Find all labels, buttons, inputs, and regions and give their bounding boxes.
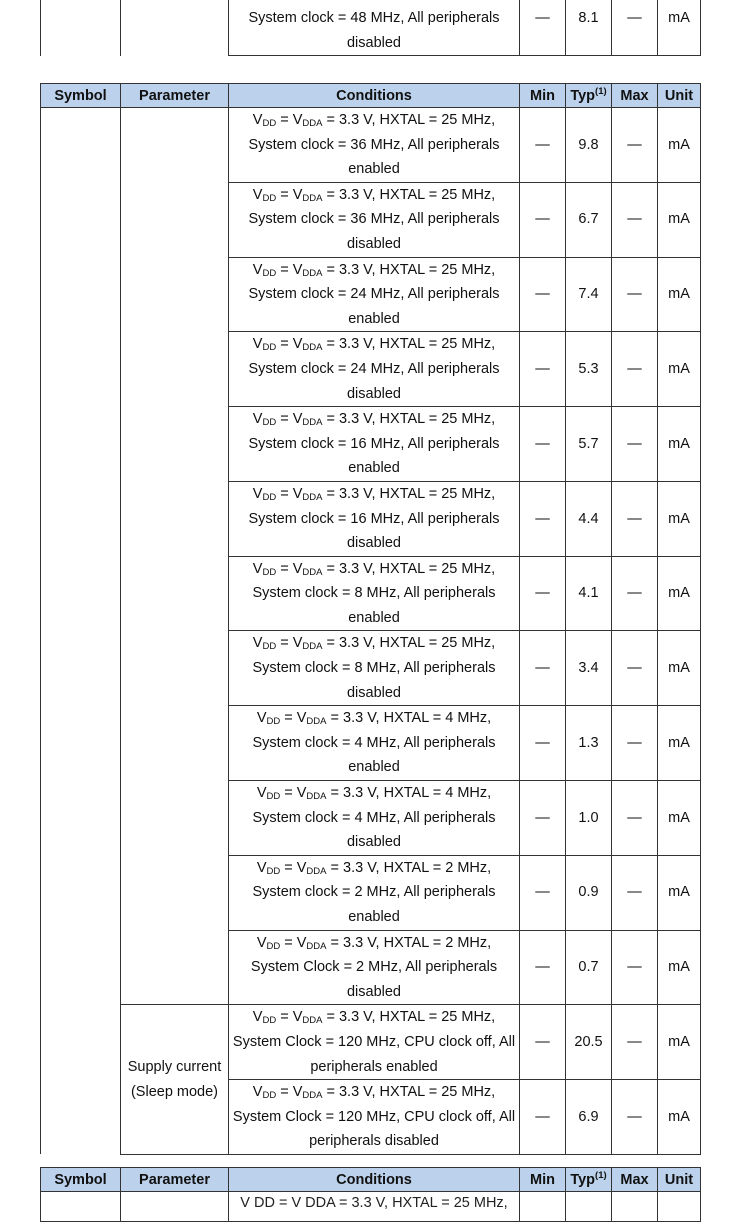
unit-cell: mA [658,182,701,257]
vdd-subscript: DD [262,1015,277,1027]
table-header-row [41,1168,701,1192]
unit-cell: mA [658,855,701,930]
header-conditions: Conditions [229,1168,520,1192]
condition-line-1 [229,856,519,881]
max-cell: — [612,930,658,1005]
vdda-subscript: DDA [302,641,323,653]
header-parameter: Parameter [121,1168,229,1192]
typ-cell: 8.1 [566,0,612,56]
max-cell: — [612,0,658,56]
condition-rest: = 3.3 V, HXTAL = 25 MHz, [322,261,496,278]
table-header-row [41,84,701,108]
condition-line-1 [229,258,519,283]
unit-cell: mA [658,706,701,781]
conditions-cell [229,706,520,781]
vdd-subscript: DD [266,940,281,952]
condition-line-3: disabled [346,834,401,851]
conditions-cell [229,556,520,631]
header-typ [566,84,612,108]
vdd-subscript: DD [262,417,277,429]
symbol-cell [41,108,121,1155]
vdd-subscript: DD [262,491,277,503]
condition-line-2: System clock = 48 MHz, All peripherals [248,10,500,26]
condition-rest: = 3.3 V, HXTAL = 25 MHz, [322,112,496,128]
vdda-symbol: = V [276,635,303,652]
vdd-symbol: V [252,112,263,128]
condition-line-3: enabled [348,310,400,327]
vdda-subscript: DDA [302,566,323,578]
typ-cell: 6.9 [566,1080,612,1155]
condition-line-2: System clock = 8 MHz, All peripherals [252,660,496,677]
vdd-symbol: V [252,186,263,203]
typ-cell: 1.3 [566,706,612,781]
header-parameter: Parameter [121,84,229,108]
header-max: Max [612,84,658,108]
conditions-cell [229,481,520,556]
vdda-subscript: DDA [302,118,323,129]
header-typ [566,1168,612,1192]
header-typ-label: Typ [570,1171,596,1188]
max-cell: — [612,108,658,183]
max-cell: — [612,407,658,482]
table-top-partial [40,0,701,56]
min-cell: — [520,481,566,556]
condition-rest: = 3.3 V, HXTAL = 25 MHz, [322,411,496,428]
unit-cell: mA [658,631,701,706]
condition-line-3: enabled [348,609,400,626]
vdd-symbol: V [252,1009,263,1026]
vdda-symbol: = V [276,261,303,278]
vdda-symbol: = V [280,710,307,727]
max-cell: — [612,257,658,332]
condition-line-2: System clock = 24 MHz, All peripherals [248,286,500,303]
typ-cell: 4.1 [566,556,612,631]
unit-cell: mA [658,0,701,56]
vdda-symbol: = V [276,560,303,577]
condition-line-1 [229,1005,519,1030]
condition-line-3: disabled [346,684,401,701]
min-cell: — [520,182,566,257]
header-unit: Unit [658,1168,701,1192]
vdd-symbol: V [252,635,263,652]
vdda-subscript: DDA [302,267,323,279]
vdd-symbol: V [252,336,263,353]
table-row [41,108,701,183]
header-typ-label: Typ [570,87,596,104]
condition-line-2: System clock = 36 MHz, All peripherals [248,136,500,153]
condition-line-2: System clock = 16 MHz, All peripherals [248,435,500,452]
unit-cell: mA [658,257,701,332]
vdda-symbol: = V [280,859,307,876]
min-cell: — [520,108,566,183]
vdda-subscript: DDA [302,342,323,354]
condition-line-1 [229,108,519,133]
header-conditions: Conditions [229,84,520,108]
max-cell: — [612,631,658,706]
vdd-symbol: V [256,934,267,951]
vdd-subscript: DD [262,118,277,129]
condition-rest: = 3.3 V, HXTAL = 25 MHz, [322,560,496,577]
condition-rest: = 3.3 V, HXTAL = 25 MHz, [322,1009,496,1026]
header-max: Max [612,1168,658,1192]
condition-line-1 [229,407,519,432]
condition-line-2: System clock = 4 MHz, All peripherals [252,809,496,826]
condition-line-1 [229,1080,519,1105]
conditions-cell [229,182,520,257]
condition-rest: = 3.3 V, HXTAL = 2 MHz, [326,859,492,876]
vdda-subscript: DDA [302,1015,323,1027]
condition-rest: = 3.3 V, HXTAL = 2 MHz, [326,934,492,951]
condition-line-1 [229,332,519,357]
min-cell: — [520,855,566,930]
condition-line-3: disabled [346,535,401,552]
conditions-cell [229,407,520,482]
condition-line-2: System Clock = 120 MHz, CPU clock off, All [232,1108,516,1125]
typ-cell: 7.4 [566,257,612,332]
vdda-symbol: = V [276,1084,303,1101]
vdda-subscript: DDA [306,791,327,803]
condition-line-1 [229,183,519,208]
unit-cell: mA [658,1005,701,1080]
unit-cell: mA [658,930,701,1005]
condition-rest: = 3.3 V, HXTAL = 25 MHz, [322,485,496,502]
header-typ-footnote: (1) [595,1169,607,1181]
conditions-cell [229,781,520,856]
condition-line-3: peripherals disabled [309,1133,439,1150]
vdd-symbol: V [252,411,263,428]
condition-rest: = 3.3 V, HXTAL = 25 MHz, [322,1084,496,1101]
condition-line-1 [229,931,519,956]
min-cell: — [520,407,566,482]
min-cell: — [520,1080,566,1155]
unit-cell: mA [658,781,701,856]
vdda-symbol: = V [276,411,303,428]
min-cell: — [520,930,566,1005]
typ-cell: 5.3 [566,332,612,407]
conditions-cell [229,332,520,407]
typ-cell: 5.7 [566,407,612,482]
condition-line-2: System clock = 4 MHz, All peripherals [252,734,496,751]
table-main [40,83,701,1155]
condition-line-3: enabled [348,460,400,477]
unit-cell: mA [658,481,701,556]
conditions-cell [229,0,520,56]
condition-line-1 [229,706,519,731]
min-cell: — [520,0,566,56]
sleep-parameter-cell [121,1005,229,1155]
condition-line-3: disabled [346,385,401,402]
vdda-symbol: = V [276,1009,303,1026]
unit-cell: mA [658,108,701,183]
vdd-subscript: DD [266,791,281,803]
min-cell: — [520,257,566,332]
vdd-subscript: DD [262,1090,277,1102]
condition-line-3: enabled [348,909,400,925]
condition-line-1: V DD = V DDA = 3.3 V, HXTAL = 25 MHz, [240,1195,508,1211]
conditions-cell [229,108,520,183]
header-typ-footnote: (1) [595,85,607,97]
unit-cell: mA [658,556,701,631]
header-min: Min [520,1168,566,1192]
header-symbol: Symbol [41,84,121,108]
header-symbol: Symbol [41,1168,121,1192]
condition-line-2: System clock = 8 MHz, All peripherals [252,585,496,602]
condition-line-3: enabled [348,161,400,178]
table-row [41,1005,701,1080]
max-cell: — [612,1080,658,1155]
vdda-subscript: DDA [302,417,323,429]
max-cell: — [612,855,658,930]
vdd-symbol: V [252,1084,263,1101]
typ-cell: 0.7 [566,930,612,1005]
vdd-symbol: V [256,859,267,876]
vdd-subscript: DD [262,192,277,204]
max-cell: — [612,706,658,781]
vdd-subscript: DD [262,342,277,354]
vdd-symbol: V [252,560,263,577]
header-min: Min [520,84,566,108]
min-cell: — [520,332,566,407]
condition-rest: = 3.3 V, HXTAL = 4 MHz, [326,710,492,727]
vdd-subscript: DD [266,716,281,728]
condition-line-2: System clock = 2 MHz, All peripherals [252,884,496,901]
conditions-cell [229,1005,520,1080]
typ-cell: 6.7 [566,182,612,257]
typ-cell: 3.4 [566,631,612,706]
typ-cell: 20.5 [566,1005,612,1080]
max-cell: — [612,182,658,257]
condition-line-1 [229,557,519,582]
sleep-parameter-line-2: (Sleep mode) [130,1083,219,1100]
condition-rest: = 3.3 V, HXTAL = 25 MHz, [322,186,496,203]
sleep-parameter-line-1: Supply current [127,1059,222,1076]
condition-line-3: peripherals enabled [310,1058,438,1075]
table-bottom-partial [40,1167,701,1222]
min-cell: — [520,1005,566,1080]
condition-line-1 [229,482,519,507]
symbol-cell [41,0,121,56]
condition-line-2: System Clock = 2 MHz, All peripherals [250,959,498,976]
condition-rest: = 3.3 V, HXTAL = 25 MHz, [322,336,496,353]
vdda-subscript: DDA [302,192,323,204]
parameter-cell [121,0,229,56]
min-cell: — [520,556,566,631]
condition-line-2: System clock = 16 MHz, All peripherals [248,510,500,527]
vdd-symbol: V [252,485,263,502]
vdda-subscript: DDA [302,491,323,503]
vdda-symbol: = V [280,934,307,951]
typ-cell: 4.4 [566,481,612,556]
typ-cell: 0.9 [566,855,612,930]
condition-line-2: System clock = 36 MHz, All peripherals [248,211,500,228]
parameter-cell [121,108,229,1005]
vdda-subscript: DDA [306,940,327,952]
table-row [41,0,701,56]
vdd-symbol: V [256,785,267,802]
unit-cell: mA [658,407,701,482]
condition-line-1 [229,781,519,806]
condition-rest: = 3.3 V, HXTAL = 25 MHz, [322,635,496,652]
table-body [41,108,701,1155]
header-unit: Unit [658,84,701,108]
condition-line-2: System Clock = 120 MHz, CPU clock off, All [232,1033,516,1050]
conditions-cell [229,257,520,332]
vdda-symbol: = V [276,336,303,353]
conditions-cell [229,631,520,706]
vdd-subscript: DD [266,865,281,877]
min-cell: — [520,631,566,706]
condition-line-3: disabled [346,983,401,1000]
vdda-subscript: DDA [302,1090,323,1102]
typ-cell: 1.0 [566,781,612,856]
condition-line-1 [229,631,519,656]
vdd-subscript: DD [262,267,277,279]
vdda-subscript: DDA [306,865,327,877]
typ-cell: 9.8 [566,108,612,183]
max-cell: — [612,556,658,631]
condition-line-3: enabled [348,759,400,776]
vdd-subscript: DD [262,566,277,578]
conditions-cell [229,930,520,1005]
condition-line-3: disabled [346,235,401,252]
unit-cell: mA [658,1080,701,1155]
min-cell: — [520,781,566,856]
vdda-subscript: DDA [306,716,327,728]
max-cell: — [612,332,658,407]
vdda-symbol: = V [276,485,303,502]
max-cell: — [612,481,658,556]
conditions-cell [229,1080,520,1155]
condition-rest: = 3.3 V, HXTAL = 4 MHz, [326,785,492,802]
condition-line-2: System clock = 24 MHz, All peripherals [248,360,500,377]
vdd-symbol: V [252,261,263,278]
condition-line-3: disabled [346,34,401,51]
vdda-symbol: = V [276,112,303,128]
vdda-symbol: = V [280,785,307,802]
unit-cell: mA [658,332,701,407]
vdda-symbol: = V [276,186,303,203]
vdd-subscript: DD [262,641,277,653]
min-cell: — [520,706,566,781]
max-cell: — [612,781,658,856]
max-cell: — [612,1005,658,1080]
vdd-symbol: V [256,710,267,727]
conditions-cell [229,855,520,930]
